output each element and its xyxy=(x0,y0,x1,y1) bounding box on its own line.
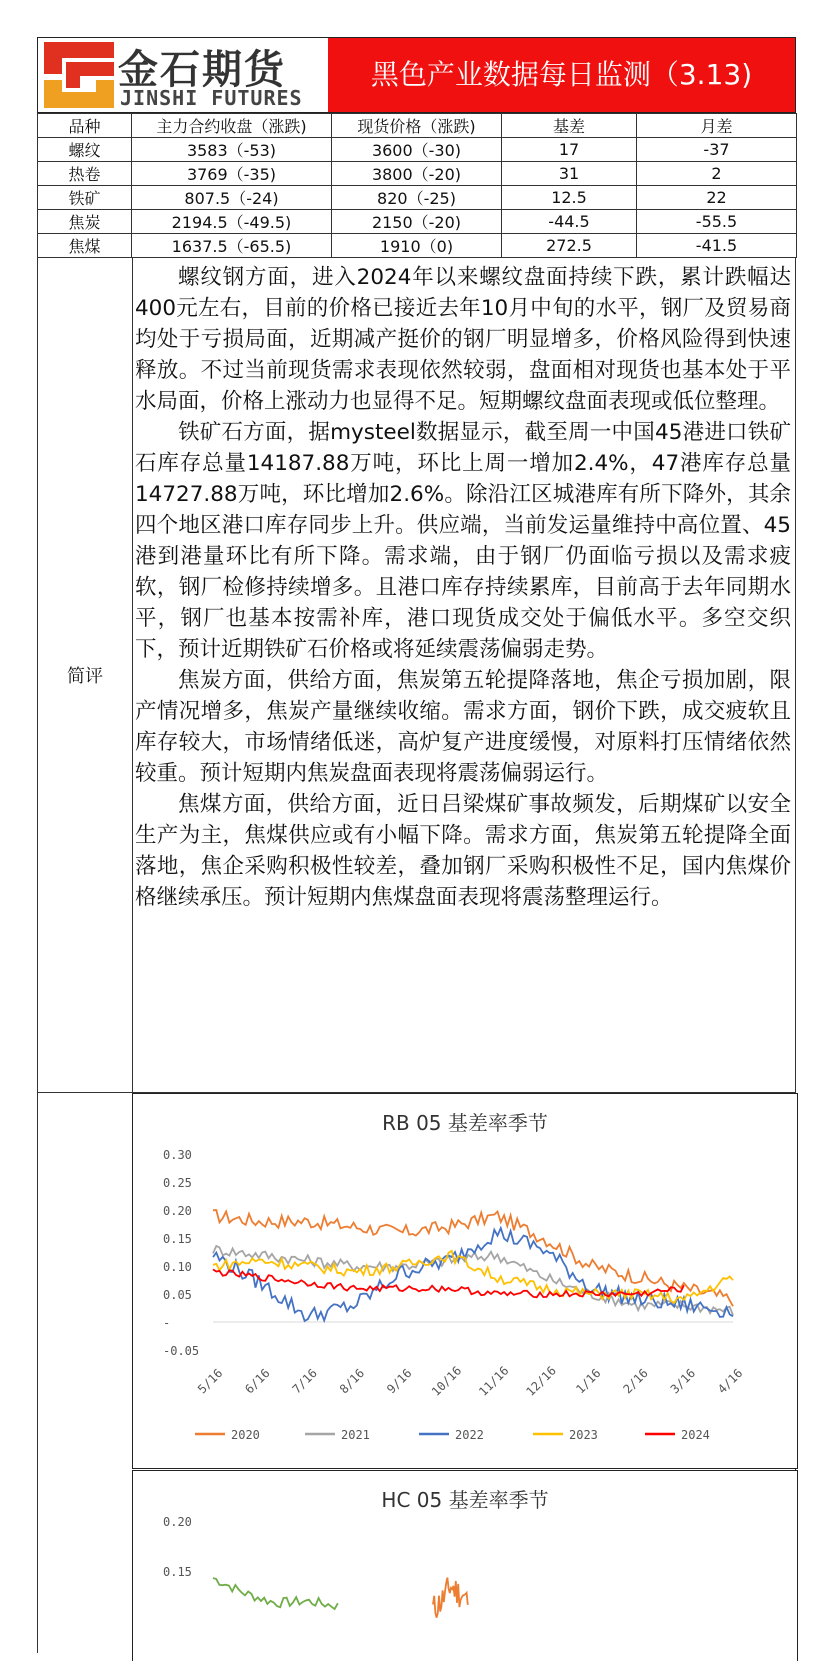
series-line-2021 xyxy=(213,1246,733,1315)
logo-chinese-name: 金石期货 xyxy=(118,46,286,93)
x-tick-label: 11/16 xyxy=(476,1363,512,1399)
column-header: 基差 xyxy=(502,114,637,138)
x-tick-label: 3/16 xyxy=(667,1366,699,1397)
price-table xyxy=(37,113,797,258)
table-row xyxy=(38,186,797,210)
table-row xyxy=(38,138,797,162)
legend-label: 2023 xyxy=(569,1428,598,1442)
y-tick-label: -0.05 xyxy=(163,1344,200,1358)
hc-basis-chart xyxy=(132,1470,798,1661)
column-header: 月差 xyxy=(637,114,797,138)
legend-label: 2021 xyxy=(341,1428,370,1442)
series-line-green xyxy=(213,1578,338,1609)
table-cell: 807.5（-24) xyxy=(132,186,332,210)
x-tick-label: 5/16 xyxy=(195,1366,226,1397)
y-tick-label: 0.30 xyxy=(163,1148,192,1162)
table-cell: -37 xyxy=(637,138,797,162)
table-cell: 22 xyxy=(637,186,797,210)
table-cell: 31 xyxy=(502,162,637,186)
report-title: 黑色产业数据每日监测（3.13) xyxy=(328,38,795,112)
table-cell: 焦炭 xyxy=(38,210,132,234)
table-cell: 1910（0) xyxy=(332,234,502,258)
table-cell: -41.5 xyxy=(637,234,797,258)
x-tick-label: 2/16 xyxy=(620,1366,651,1397)
table-cell: 热卷 xyxy=(38,162,132,186)
y-tick-label: 0.20 xyxy=(163,1204,192,1218)
table-header-row xyxy=(38,114,797,138)
table-cell: 17 xyxy=(502,138,637,162)
x-tick-label: 9/16 xyxy=(384,1366,415,1397)
logo-english-name: JINSHI FUTURES xyxy=(120,86,303,110)
review-text xyxy=(135,262,791,913)
table-cell: -44.5 xyxy=(502,210,637,234)
y-tick-label: 0.15 xyxy=(163,1232,192,1246)
column-header: 品种 xyxy=(38,114,132,138)
company-logo xyxy=(38,38,328,112)
table-cell: 3600（-30) xyxy=(332,138,502,162)
charts-section xyxy=(37,1093,796,1653)
legend-label: 2022 xyxy=(455,1428,484,1442)
table-cell: 3800（-20) xyxy=(332,162,502,186)
review-paragraph-rebar: 螺纹钢方面，进入2024年以来螺纹盘面持续下跌，累计跌幅达400元左右，目前的价格已接近去年10月中旬的水平，钢厂及贸易商均处于亏损局面，近期减产挺价的钢厂明显增多，价格风险得到快速释放。不过当前现货需求表现依然较弱，盘面相对现货也基本处于平水局面，价格上涨动力也显得不足。短期螺纹盘面表现或低位整理。 xyxy=(135,265,791,414)
column-header: 现货价格（涨跌) xyxy=(332,114,502,138)
x-tick-label: 6/16 xyxy=(242,1366,273,1397)
review-section xyxy=(37,258,796,1093)
y-tick-label: - xyxy=(163,1316,171,1330)
series-line-2024 xyxy=(213,1269,684,1297)
review-paragraph-coke: 焦炭方面，供给方面，焦炭第五轮提降落地，焦企亏损加剧，限产情况增多，焦炭产量继续收缩。需求方面，钢价下跌，成交疲软且库存较大，市场情绪低迷，高炉复产进度缓慢，对原料打压情绪依然较重。预计短期内焦炭盘面表现将震荡偏弱运行。 xyxy=(135,668,791,786)
legend-label: 2020 xyxy=(231,1428,260,1442)
logo-mark-icon xyxy=(40,40,118,110)
table-cell: 2 xyxy=(637,162,797,186)
review-paragraph-coking-coal: 焦煤方面，供给方面，近日吕梁煤矿事故频发，后期煤矿以安全生产为主，焦煤供应或有小幅下降。需求方面，焦炭第五轮提降全面落地，焦企采购积极性较差，叠加钢厂采购积极性不足，国内焦煤价格继续承压。预计短期内焦煤盘面表现将震荡整理运行。 xyxy=(135,792,791,910)
table-row xyxy=(38,210,797,234)
y-tick-label: 0.10 xyxy=(163,1260,192,1274)
x-tick-label: 12/16 xyxy=(523,1363,559,1399)
table-cell: 272.5 xyxy=(502,234,637,258)
table-cell: 2194.5（-49.5) xyxy=(132,210,332,234)
review-label: 简评 xyxy=(38,258,133,1092)
review-paragraph-iron-ore: 铁矿石方面，据mysteel数据显示，截至周一中国45港进口铁矿石库存总量14187.88万吨，环比上周一增加2.4%，47港库存总量14727.88万吨，环比增加2.6%。除沿江区城港库有所下降外，其余四个地区港口库存同步上升。供应端，当前发运量维持中高位置、45港到港量环比有所下降。需求端，由于钢厂仍面临亏损以及需求疲软，钢厂检修持续增多。且港口库存持续累库，目前高于去年同期水平，钢厂也基本按需补库，港口现货成交处于偏低水平。多空交织下，预计近期铁矿石价格或将延续震荡偏弱走势。 xyxy=(135,420,791,662)
legend-label: 2024 xyxy=(681,1428,710,1442)
table-cell: 2150（-20) xyxy=(332,210,502,234)
y-tick-label: 0.20 xyxy=(163,1515,192,1529)
table-cell: 螺纹 xyxy=(38,138,132,162)
table-cell: 铁矿 xyxy=(38,186,132,210)
table-cell: 820（-25) xyxy=(332,186,502,210)
chart-title: RB 05 基差率季节 xyxy=(382,1111,548,1135)
rb-basis-chart xyxy=(132,1093,798,1469)
x-tick-label: 4/16 xyxy=(715,1366,746,1397)
column-header: 主力合约收盘（涨跌) xyxy=(132,114,332,138)
y-tick-label: 0.15 xyxy=(163,1565,192,1579)
rb-basis-chart-svg xyxy=(133,1094,797,1468)
report-sheet xyxy=(37,37,796,1653)
table-row xyxy=(38,234,797,258)
table-cell: 焦煤 xyxy=(38,234,132,258)
y-tick-label: 0.05 xyxy=(163,1288,192,1302)
chart-title: HC 05 基差率季节 xyxy=(381,1488,549,1512)
x-tick-label: 8/16 xyxy=(336,1366,368,1397)
series-line-orange xyxy=(433,1578,468,1618)
y-tick-label: 0.25 xyxy=(163,1176,192,1190)
table-cell: 1637.5（-65.5) xyxy=(132,234,332,258)
table-row xyxy=(38,162,797,186)
table-cell: 3583（-53) xyxy=(132,138,332,162)
x-tick-label: 7/16 xyxy=(289,1366,320,1397)
report-header xyxy=(37,37,796,113)
table-cell: 3769（-35) xyxy=(132,162,332,186)
hc-basis-chart-svg xyxy=(133,1471,797,1661)
x-tick-label: 10/16 xyxy=(428,1363,465,1399)
table-cell: 12.5 xyxy=(502,186,637,210)
x-tick-label: 1/16 xyxy=(573,1366,604,1397)
table-cell: -55.5 xyxy=(637,210,797,234)
